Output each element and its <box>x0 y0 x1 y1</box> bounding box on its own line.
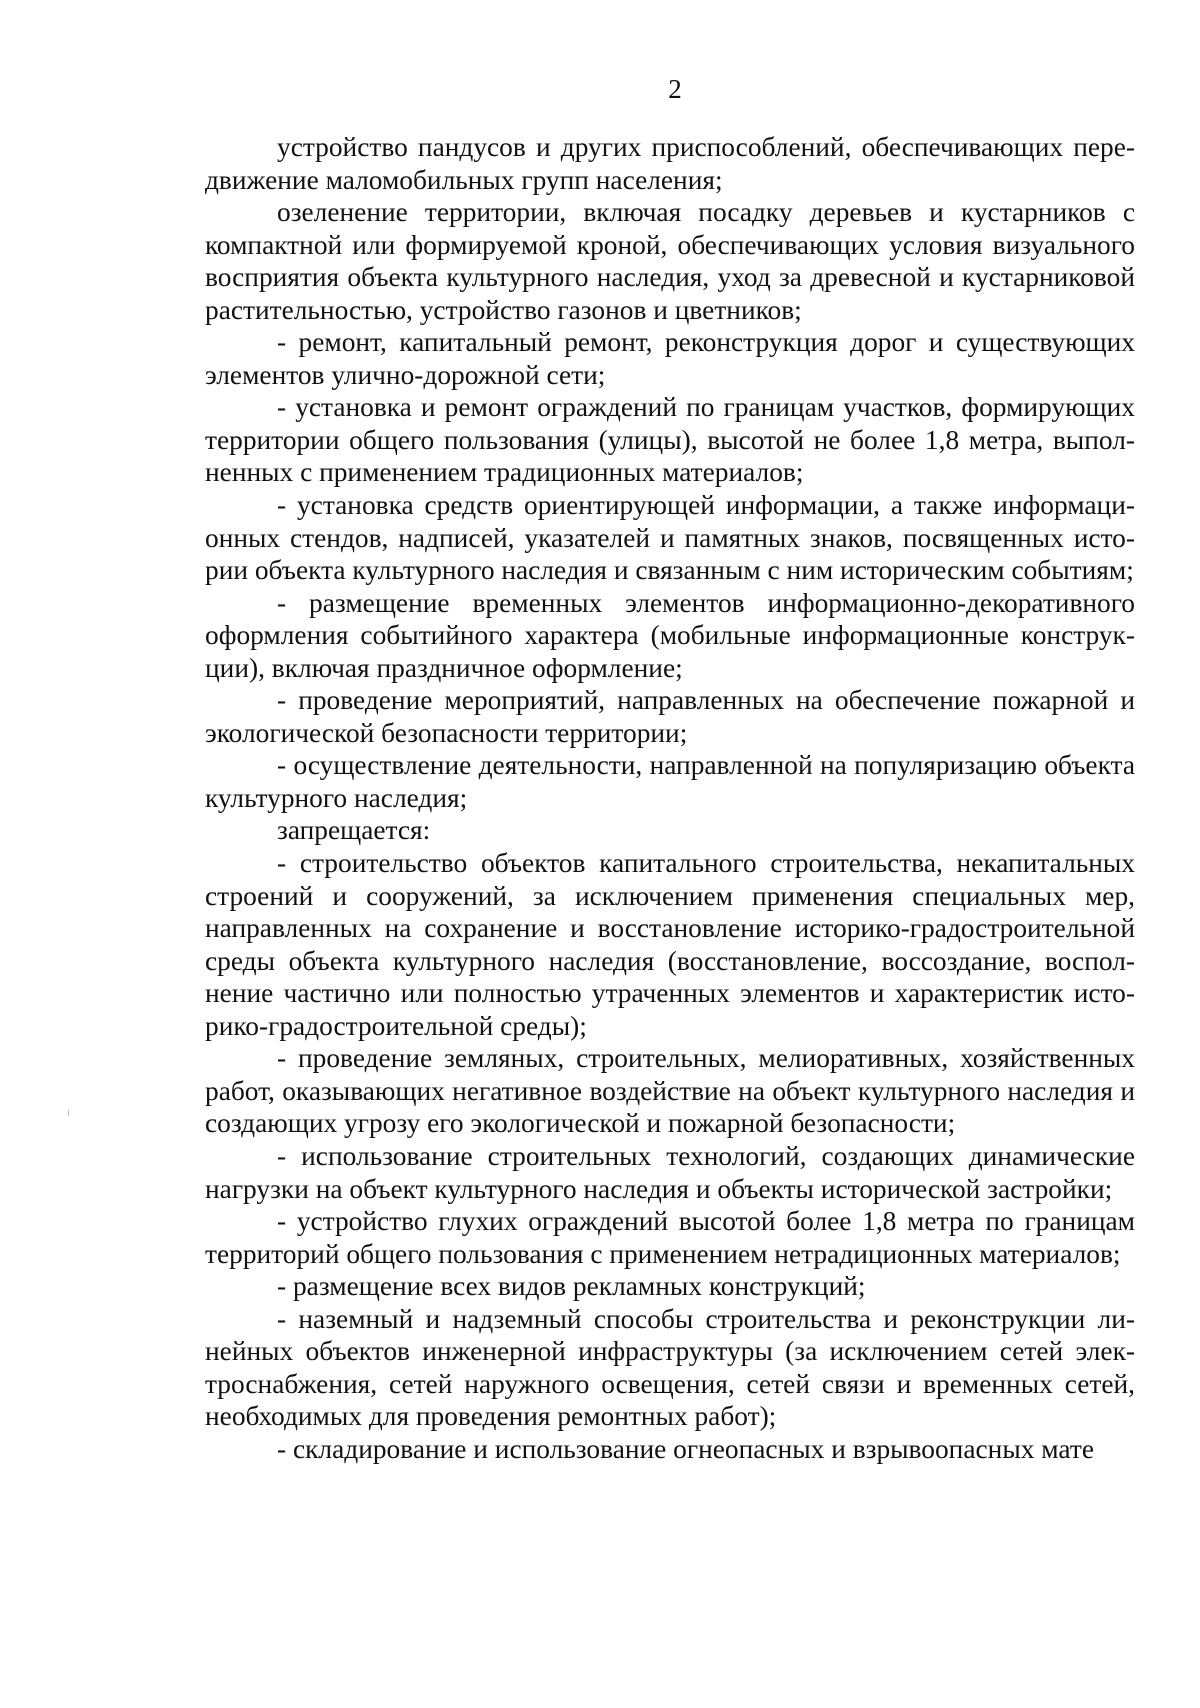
paragraph: - наземный и надземный способы строительства и реконструкции линейных объектов инженерной инфраструктуры (за исключением сетей электроснабжения, сетей наружного освещения, сетей связи и временных сетей, необходимых для проведения ремонтных работ); <box>205 1303 1135 1432</box>
paragraph: - осуществление деятельности, направленной на популяризацию объекта культурного наследия; <box>205 750 1135 813</box>
paragraph: - использование строительных технологий, создающих динамические нагрузки на объект культурного наследия и объекты исторической застройки; <box>205 1140 1135 1204</box>
paragraph: - строительство объектов капитального строительства, некапитальных строений и сооружений, за исключением применения специальных мер, направленных на сохранение и восстановление историко-градостроительной среды объекта культурного наследия (восстановление, воссоздание, восполнение частично или полностью утраченных элементов и характеристик историко-градостроительной среды); <box>205 848 1135 1041</box>
paragraph: - установка средств ориентирующей информации, а также информационных стендов, надписей, указателей и памятных знаков, посвященных истории объекта культурного наследия и связанным с ним историческим событиям; <box>205 490 1135 586</box>
page-number: 2 <box>668 74 682 104</box>
paragraph: - размещение временных элементов информационно-декоративного оформления событийного характера (мобильные информационные конструкции), включая праздничное оформление; <box>205 587 1135 683</box>
paragraph: устройство пандусов и других приспособлений, обеспечивающих передвижение маломобильных групп населения; <box>205 132 1135 195</box>
paragraph: - ремонт, капитальный ремонт, реконструкция дорог и существующих элементов улично-дорожной сети; <box>205 327 1135 390</box>
document-body <box>205 131 1135 1465</box>
paragraph: - устройство глухих ограждений высотой более 1,8 метра по границам территорий общего пользования с применением нетрадиционных материалов; <box>205 1206 1135 1269</box>
scan-artifact <box>68 1110 69 1116</box>
paragraph-prohibited-heading: запрещается: <box>277 815 431 846</box>
paragraph: озеленение территории, включая посадку деревьев и кустарников с компактной или формируемой кроной, обеспечивающих условия визуального восприятия объекта культурного наследия, уход за древесной и кустарниковой растительностью, устройство газонов и цветников; <box>205 197 1135 325</box>
paragraph: - складирование и использование огнеопасных и взрывоопасных мате <box>277 1433 1094 1464</box>
paragraph: - проведение мероприятий, направленных на обеспечение пожарной и экологической безопасности территории; <box>205 685 1135 748</box>
paragraph: - размещение всех видов рекламных конструкций; <box>277 1271 866 1302</box>
paragraph: - установка и ремонт ограждений по границам участков, формирующих территории общего пользования (улицы), высотой не более 1,8 метра, выполненных с применением традиционных материалов; <box>205 392 1135 488</box>
paragraph: - проведение земляных, строительных, мелиоративных, хозяйственных работ, оказывающих негативное воздействие на объект культурного наследия и создающих угрозу его экологической и пожарной безопасности; <box>205 1043 1135 1139</box>
